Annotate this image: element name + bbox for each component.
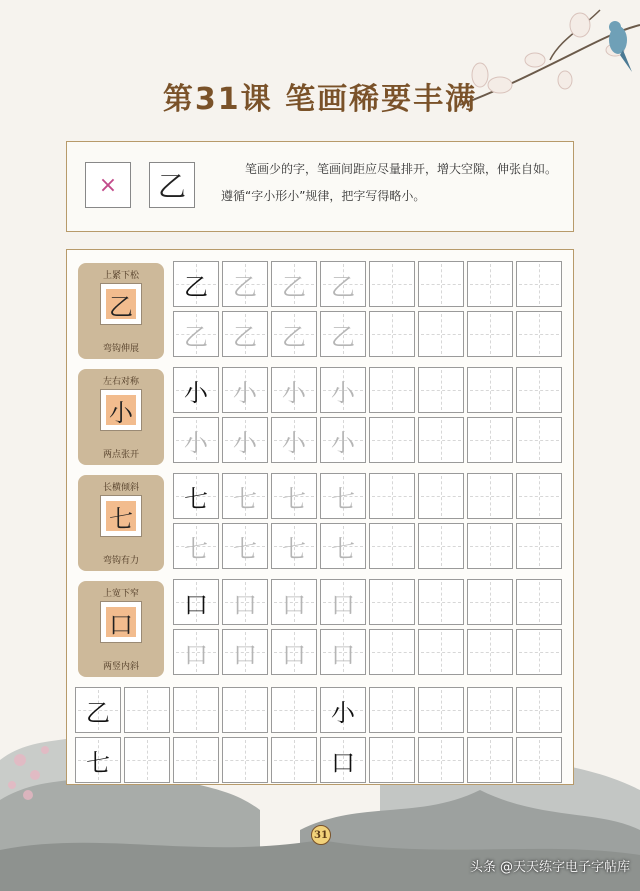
- card-char-box: [100, 283, 142, 325]
- review-char: 口: [331, 748, 355, 777]
- practice-cell[interactable]: [369, 311, 415, 357]
- card-char: 口: [106, 607, 136, 637]
- review-cell[interactable]: [75, 737, 121, 783]
- practice-cell[interactable]: [320, 261, 366, 307]
- card-bottom-label: 弯钩伸展: [102, 344, 139, 354]
- trace-char: 口: [331, 640, 355, 669]
- watermark: 头条 @天天练字电子字帖库: [469, 860, 630, 875]
- review-cell[interactable]: [369, 737, 415, 783]
- trace-char: 口: [233, 590, 257, 619]
- review-cell[interactable]: [75, 687, 121, 733]
- trace-char: 七: [331, 534, 355, 563]
- practice-cell[interactable]: [320, 417, 366, 463]
- trace-char: 小: [331, 378, 355, 407]
- card-char-box: [100, 389, 142, 431]
- page-title: 第31课 笔画稀要丰满: [162, 82, 478, 117]
- practice-cell[interactable]: [271, 367, 317, 413]
- card-bottom-label: 弯钩有力: [102, 556, 139, 566]
- trace-char: 小: [331, 428, 355, 457]
- review-cell[interactable]: [516, 737, 562, 783]
- trace-char: 乙: [331, 322, 355, 351]
- practice-cell[interactable]: [222, 417, 268, 463]
- card-top-label: 上宽下窄: [102, 589, 139, 599]
- practice-cell[interactable]: [271, 523, 317, 569]
- trace-char: 小: [282, 428, 306, 457]
- trace-char: 七: [282, 534, 306, 563]
- review-cell[interactable]: [320, 737, 366, 783]
- trace-char: 七: [184, 534, 208, 563]
- card-char-box: [100, 495, 142, 537]
- practice-cell[interactable]: [320, 311, 366, 357]
- model-char: 口: [184, 590, 208, 619]
- review-cell[interactable]: [124, 737, 170, 783]
- practice-cell[interactable]: [418, 473, 464, 519]
- card-top-label: 长横倾斜: [102, 483, 139, 493]
- practice-cell[interactable]: [369, 523, 415, 569]
- card-char-box: [100, 601, 142, 643]
- trace-char: 口: [331, 590, 355, 619]
- review-cell[interactable]: [467, 687, 513, 733]
- practice-cell[interactable]: [418, 523, 464, 569]
- practice-cell[interactable]: [467, 367, 513, 413]
- review-cell[interactable]: [320, 687, 366, 733]
- practice-cell[interactable]: [271, 473, 317, 519]
- practice-cell[interactable]: [418, 579, 464, 625]
- card-bottom-label: 两点张开: [102, 450, 139, 460]
- trace-char: 口: [184, 640, 208, 669]
- review-cell[interactable]: [222, 737, 268, 783]
- review-cell[interactable]: [124, 687, 170, 733]
- trace-char: 小: [184, 428, 208, 457]
- char-card: [78, 263, 164, 359]
- practice-cell[interactable]: [516, 367, 562, 413]
- example-char: 乙: [157, 170, 186, 203]
- practice-cell[interactable]: [173, 579, 219, 625]
- practice-cell[interactable]: [271, 629, 317, 675]
- practice-cell[interactable]: [467, 473, 513, 519]
- practice-cell[interactable]: [173, 473, 219, 519]
- trace-char: 乙: [282, 272, 306, 301]
- review-cell[interactable]: [516, 687, 562, 733]
- review-cell[interactable]: [418, 687, 464, 733]
- practice-cell[interactable]: [271, 579, 317, 625]
- page-number: 31: [311, 825, 331, 845]
- card-top-label: 左右对称: [102, 377, 139, 387]
- practice-cell[interactable]: [173, 311, 219, 357]
- practice-cell[interactable]: [271, 417, 317, 463]
- practice-cell[interactable]: [271, 261, 317, 307]
- practice-cell[interactable]: [222, 473, 268, 519]
- trace-char: 七: [233, 484, 257, 513]
- practice-cell[interactable]: [320, 367, 366, 413]
- review-cell[interactable]: [271, 687, 317, 733]
- intro-box: [66, 141, 574, 232]
- review-cell[interactable]: [369, 687, 415, 733]
- practice-cell[interactable]: [173, 261, 219, 307]
- practice-cell[interactable]: [467, 523, 513, 569]
- practice-cell[interactable]: [271, 311, 317, 357]
- practice-cell[interactable]: [320, 579, 366, 625]
- practice-cell[interactable]: [320, 629, 366, 675]
- practice-cell[interactable]: [516, 579, 562, 625]
- practice-cell[interactable]: [467, 417, 513, 463]
- trace-char: 小: [233, 378, 257, 407]
- practice-cell[interactable]: [222, 367, 268, 413]
- trace-char: 乙: [184, 322, 208, 351]
- wrong-example-box: [85, 162, 131, 208]
- intro-text: 笔画少的字，笔画间距应尽量排开，增大空隙，伸张自如。遵循“字小形小”规律，把字写得略小。: [221, 162, 558, 203]
- practice-cell[interactable]: [418, 629, 464, 675]
- practice-cell[interactable]: [467, 629, 513, 675]
- practice-cell[interactable]: [369, 417, 415, 463]
- practice-cell[interactable]: [222, 523, 268, 569]
- char-card: [78, 581, 164, 677]
- review-char: 小: [331, 698, 355, 727]
- practice-cell[interactable]: [173, 417, 219, 463]
- practice-cell[interactable]: [369, 367, 415, 413]
- practice-cell[interactable]: [222, 311, 268, 357]
- review-char: 乙: [86, 698, 110, 727]
- review-cell[interactable]: [222, 687, 268, 733]
- trace-char: 七: [233, 534, 257, 563]
- card-char: 乙: [106, 289, 136, 319]
- practice-cell[interactable]: [173, 523, 219, 569]
- practice-cell[interactable]: [467, 311, 513, 357]
- practice-cell[interactable]: [418, 311, 464, 357]
- practice-cell[interactable]: [369, 261, 415, 307]
- practice-cell[interactable]: [369, 579, 415, 625]
- trace-char: 口: [282, 590, 306, 619]
- practice-cell[interactable]: [418, 417, 464, 463]
- practice-cell[interactable]: [320, 523, 366, 569]
- review-cell[interactable]: [173, 737, 219, 783]
- practice-cell[interactable]: [516, 629, 562, 675]
- trace-char: 乙: [331, 272, 355, 301]
- card-top-label: 上紧下松: [102, 271, 139, 281]
- practice-cell[interactable]: [173, 629, 219, 675]
- card-char: 七: [106, 501, 136, 531]
- char-card: [78, 369, 164, 465]
- practice-cell[interactable]: [516, 311, 562, 357]
- review-cell[interactable]: [173, 687, 219, 733]
- practice-cell[interactable]: [516, 261, 562, 307]
- card-bottom-label: 两竖内斜: [102, 662, 139, 672]
- trace-char: 七: [282, 484, 306, 513]
- trace-char: 小: [233, 428, 257, 457]
- trace-char: 七: [331, 484, 355, 513]
- char-card: [78, 475, 164, 571]
- cross-icon: ×: [98, 172, 118, 198]
- trace-char: 口: [233, 640, 257, 669]
- card-char: 小: [106, 395, 136, 425]
- practice-cell[interactable]: [222, 579, 268, 625]
- review-cell[interactable]: [418, 737, 464, 783]
- practice-cell[interactable]: [516, 473, 562, 519]
- review-char: 七: [86, 748, 110, 777]
- practice-sheet: [66, 249, 574, 785]
- practice-cell[interactable]: [222, 261, 268, 307]
- trace-char: 乙: [233, 272, 257, 301]
- practice-cell[interactable]: [418, 261, 464, 307]
- trace-char: 乙: [282, 322, 306, 351]
- trace-char: 口: [282, 640, 306, 669]
- practice-cell[interactable]: [516, 417, 562, 463]
- practice-cell[interactable]: [173, 367, 219, 413]
- trace-char: 小: [282, 378, 306, 407]
- practice-cell[interactable]: [369, 473, 415, 519]
- review-cell[interactable]: [467, 737, 513, 783]
- trace-char: 乙: [233, 322, 257, 351]
- model-char: 乙: [184, 272, 208, 301]
- model-char: 小: [184, 378, 208, 407]
- example-char-box: [149, 162, 195, 208]
- practice-cell[interactable]: [418, 367, 464, 413]
- model-char: 七: [184, 484, 208, 513]
- review-cell[interactable]: [271, 737, 317, 783]
- practice-cell[interactable]: [369, 629, 415, 675]
- practice-cell[interactable]: [467, 261, 513, 307]
- practice-cell[interactable]: [222, 629, 268, 675]
- practice-cell[interactable]: [467, 579, 513, 625]
- practice-cell[interactable]: [320, 473, 366, 519]
- practice-cell[interactable]: [516, 523, 562, 569]
